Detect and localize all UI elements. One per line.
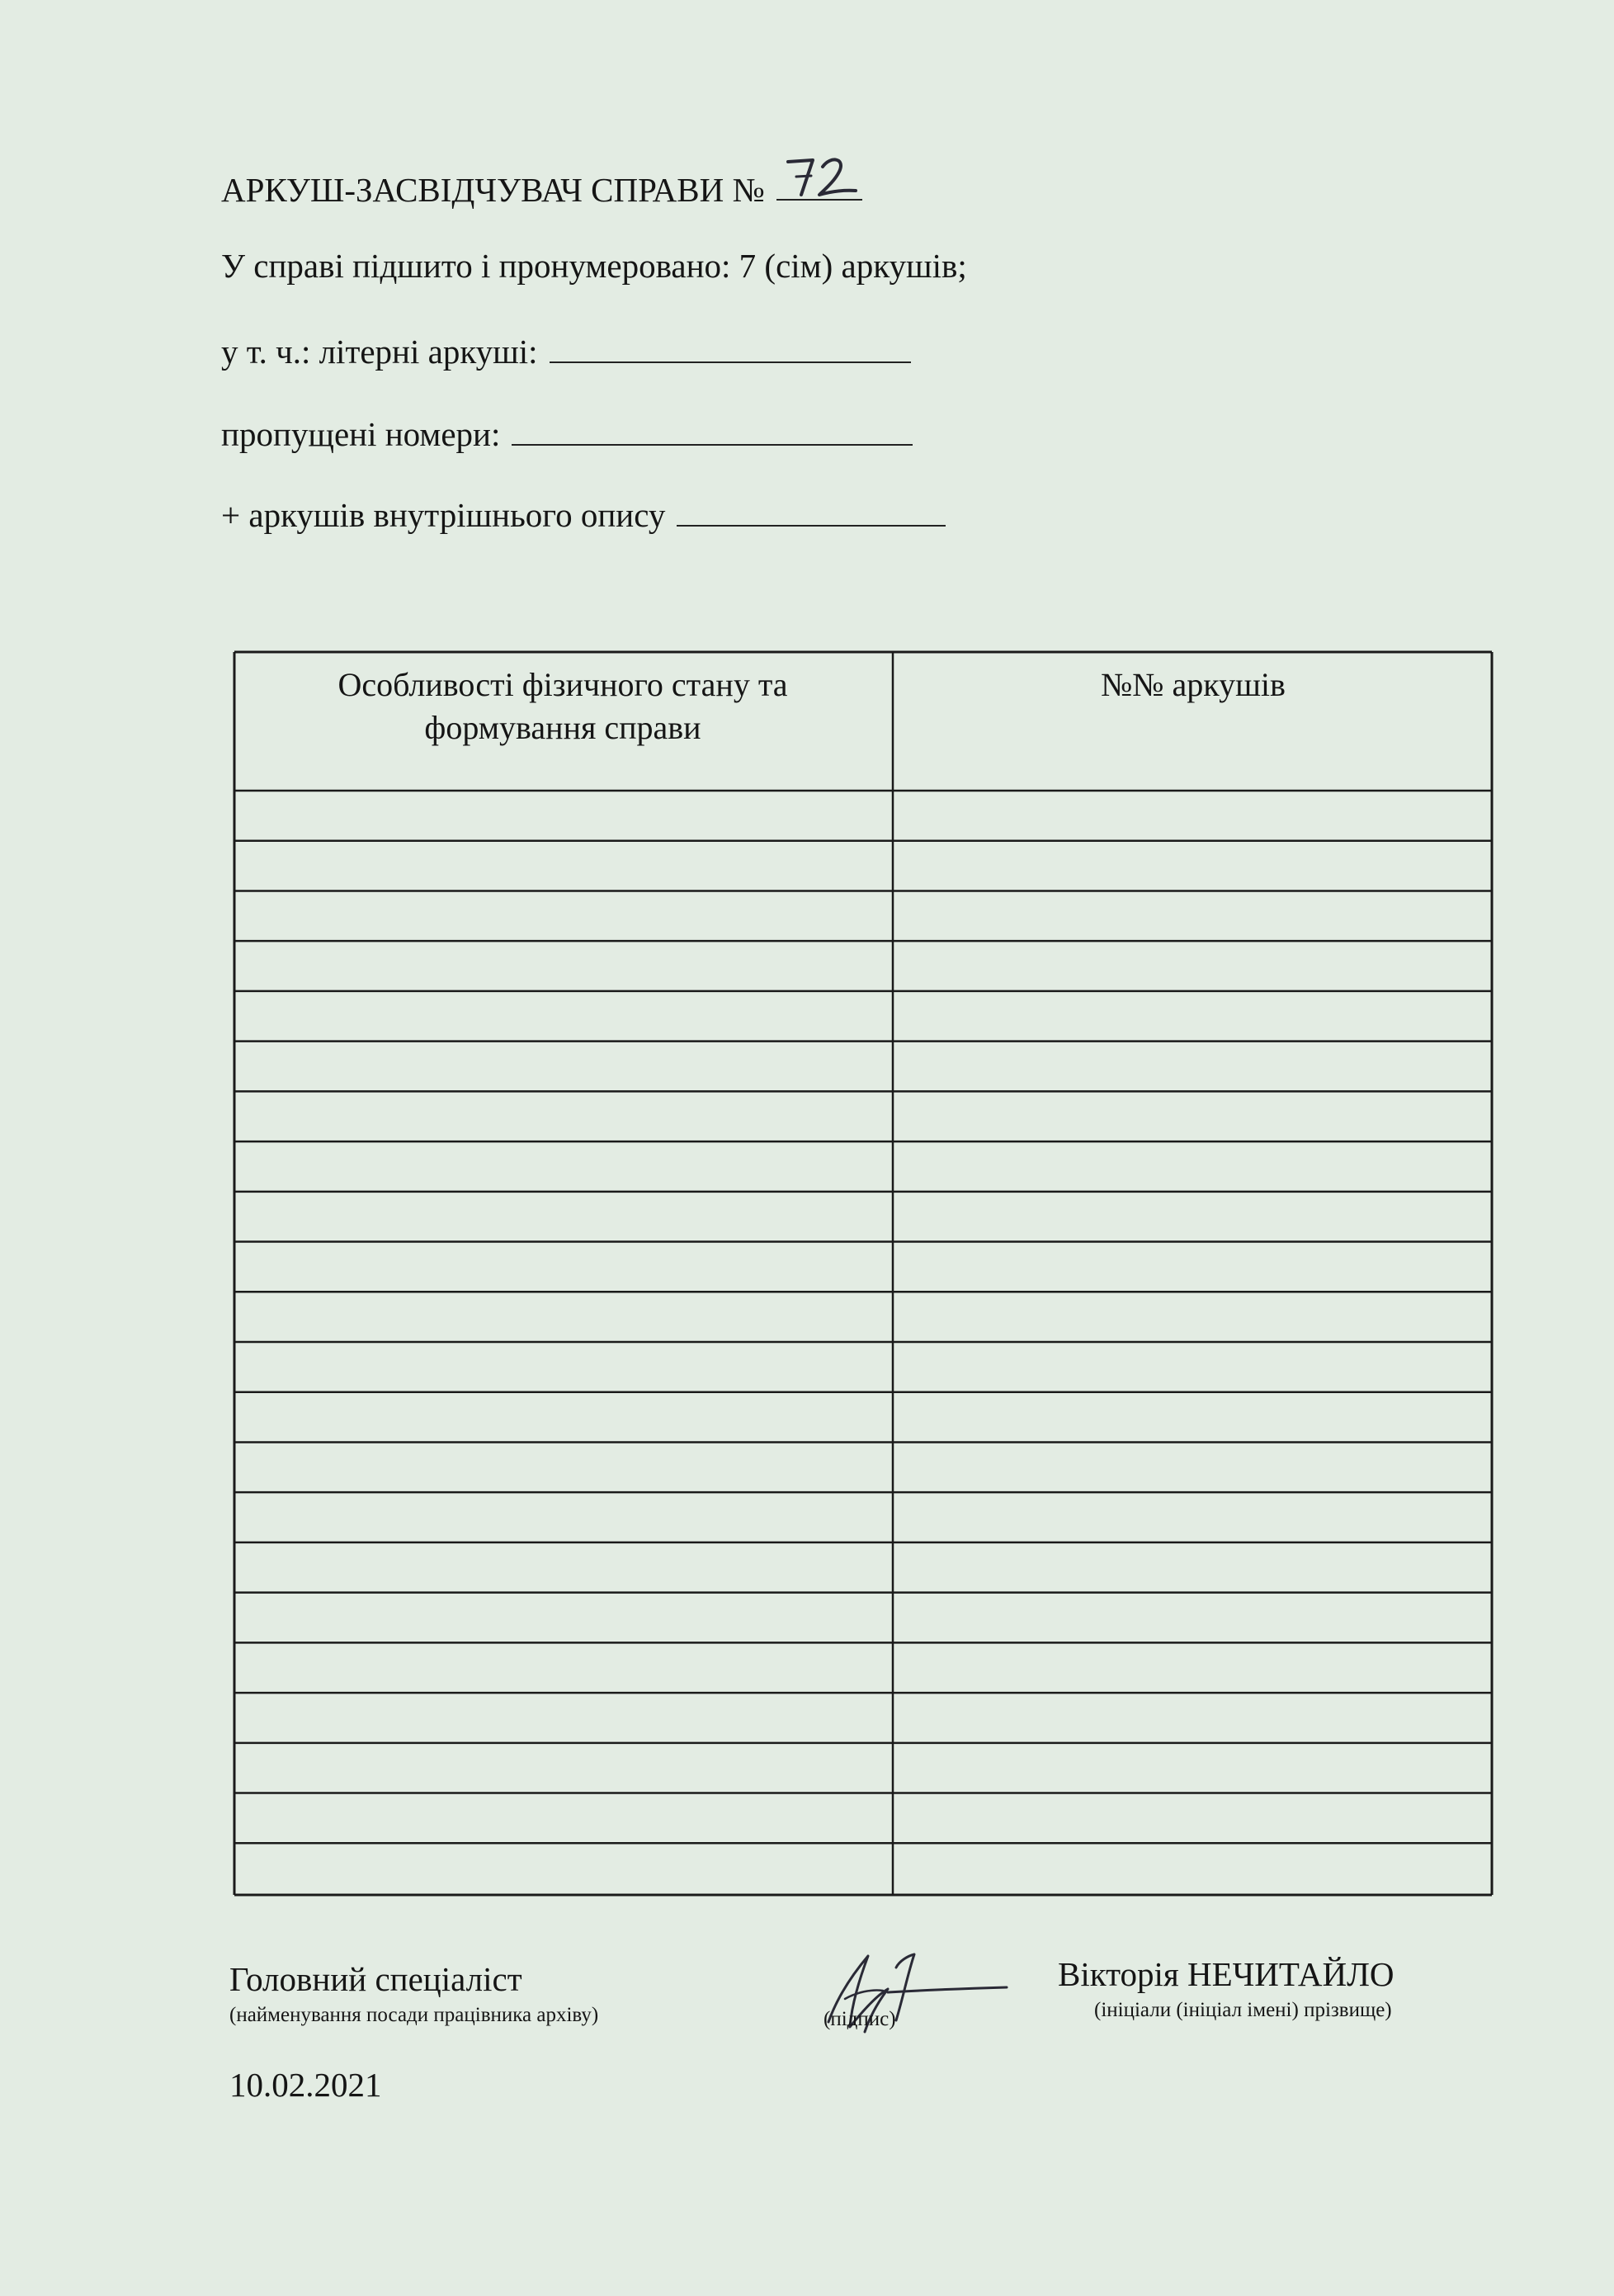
missed-numbers-label: пропущені номери: xyxy=(221,415,501,453)
name-caption: (ініціали (ініціал імені) прізвище) xyxy=(1094,1999,1392,2021)
table-header-condition xyxy=(233,664,893,749)
signature-block xyxy=(817,1941,1015,2048)
sheets-count-line: У справі підшито і пронумеровано: 7 (сім) аркушів; xyxy=(221,247,967,285)
case-condition-table xyxy=(233,650,1494,1897)
position-caption: (найменування посади працівника архіву) xyxy=(229,2004,599,2026)
signatory-name: Вікторія НЕЧИТАЙЛО xyxy=(1058,1955,1395,1993)
letter-sheets-label: у т. ч.: літерні аркуші: xyxy=(221,333,538,371)
missed-numbers-line xyxy=(221,415,913,453)
document-date: 10.02.2021 xyxy=(229,2066,382,2104)
handwritten-signature xyxy=(817,1941,1015,2048)
inventory-sheets-line xyxy=(221,498,946,532)
table-header-condition-line1: Особливості фізичного стану та xyxy=(337,666,788,703)
letter-sheets-blank xyxy=(550,337,911,363)
document-title: АРКУШ-ЗАСВІДЧУВАЧ СПРАВИ № xyxy=(221,171,765,209)
table-header-condition-line2: формування справи xyxy=(424,709,701,746)
table-header-sheet-numbers: №№ аркушів xyxy=(1101,666,1286,703)
signatory-position: Головний спеціаліст xyxy=(229,1960,522,1998)
signatory-name-block xyxy=(1058,1955,1395,2021)
signature-caption: (підпис) xyxy=(824,2008,896,2030)
table-grid xyxy=(233,650,1494,1897)
signatory-position-block xyxy=(229,1960,599,2026)
handwritten-case-number xyxy=(776,167,856,206)
missed-numbers-blank xyxy=(512,419,913,446)
inventory-sheets-label: + аркушів внутрішнього опису xyxy=(221,496,666,534)
inventory-sheets-blank xyxy=(677,500,946,527)
document-title-line xyxy=(221,162,856,207)
letter-sheets-line xyxy=(221,335,911,369)
